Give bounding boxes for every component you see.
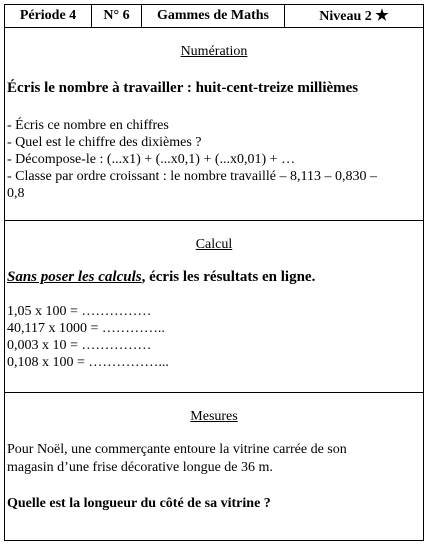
- section-numeration: [5, 28, 423, 221]
- numeration-item: 0,8: [7, 186, 25, 201]
- sheet-number: N° 6: [91, 5, 141, 27]
- mesures-text-line: magasin d’une frise décorative longue de 36 m.: [7, 460, 273, 475]
- section-title-mesures: Mesures: [190, 409, 238, 424]
- section-title-numeration: Numération: [180, 44, 248, 59]
- section-calcul: [5, 221, 423, 393]
- section-title-calcul: Calcul: [195, 237, 233, 252]
- numeration-item: - Quel est le chiffre des dixièmes ?: [7, 135, 202, 150]
- worksheet: [4, 4, 424, 541]
- level-label: [285, 5, 423, 27]
- star-icon: ★: [375, 8, 389, 24]
- calcul-item: 40,117 x 1000 = …………..: [7, 321, 165, 336]
- period-label: Période 4: [19, 8, 77, 23]
- mesures-question: Quelle est la longueur du côté de sa vitrine ?: [7, 496, 271, 511]
- mesures-text-line: Pour Noël, une commerçante entoure la vitrine carrée de son: [7, 442, 347, 457]
- calcul-instruction-rest: , écris les résultats en ligne.: [141, 269, 316, 285]
- calcul-item: 1,05 x 100 = ……………: [7, 304, 152, 319]
- calcul-instruction: [7, 269, 419, 286]
- calcul-instruction-emphasis: Sans poser les calculs: [7, 269, 142, 285]
- numeration-instruction: Écris le nombre à travailler : huit-cent-treize millièmes: [7, 80, 359, 96]
- section-mesures: [5, 393, 423, 540]
- sheet-title: Gammes de Maths: [141, 5, 285, 27]
- numeration-item: - Décompose-le : (...x1) + (...x0,1) + (...x0,01) + …: [7, 152, 296, 167]
- numeration-item: - Classe par ordre croissant : le nombre travaillé – 8,113 – 0,830 –: [7, 169, 377, 184]
- calcul-item: 0,003 x 10 = ……………: [7, 338, 152, 353]
- numeration-item: - Écris ce nombre en chiffres: [7, 118, 169, 133]
- calcul-item: 0,108 x 100 = ……………...: [7, 355, 169, 370]
- level-text: Niveau 2: [319, 9, 372, 24]
- header-table: [5, 5, 423, 28]
